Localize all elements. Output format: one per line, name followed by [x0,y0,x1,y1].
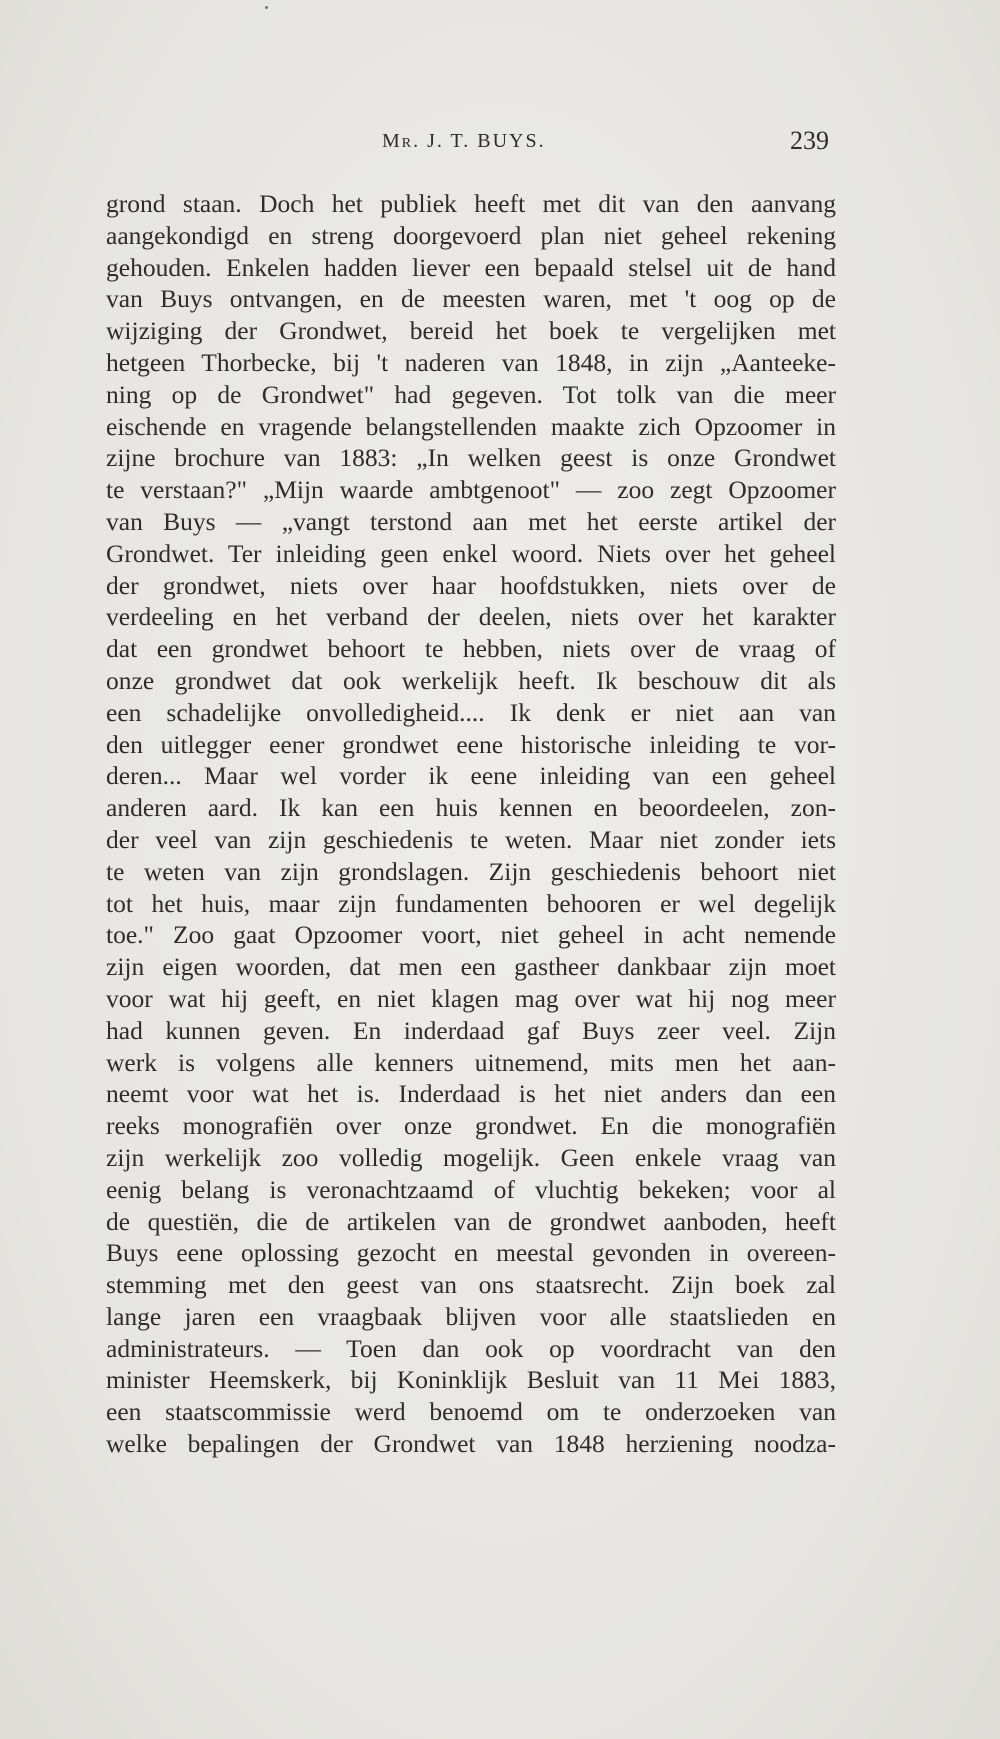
text-line: van Buys ontvangen, en de meesten waren, met 't oog op de [106,284,836,314]
text-line: den uitlegger eener grondwet eene historische inleiding te vor- [106,729,836,759]
text-line: een schadelijke onvolledigheid.... Ik denk er niet aan van [106,697,836,727]
page-number: 239 [790,126,829,155]
text-line: tot het huis, maar zijn fundamenten behooren er wel degelijk [106,888,836,918]
text-line: reeks monografiën over onze grondwet. En die monografiën [106,1111,836,1141]
text-line: stemming met den geest van ons staatsrecht. Zijn boek zal [106,1270,836,1300]
text-line: eischende en vragende belangstellenden maakte zich Opzoomer in [106,411,836,441]
page-header [0,126,1000,170]
text-line: minister Heemskerk, bij Koninklijk Besluit van 11 Mei 1883, [106,1365,836,1395]
text-line: toe." Zoo gaat Opzoomer voort, niet geheel in acht nemende [106,920,836,950]
text-line: onze grondwet dat ook werkelijk heeft. Ik beschouw dit als [106,665,836,695]
text-line: welke bepalingen der Grondwet van 1848 herziening noodza- [106,1429,836,1459]
body-text [106,188,836,1460]
text-line: deren... Maar wel vorder ik eene inleiding van een geheel [106,761,836,791]
text-line: administrateurs. — Toen dan ook op voordracht van den [106,1333,836,1363]
text-line: der grondwet, niets over haar hoofdstukken, niets over de [106,570,836,600]
text-line: de questiën, die de artikelen van de grondwet aanboden, heeft [106,1206,836,1236]
text-line: der veel van zijn geschiedenis te weten. Maar niet zonder iets [106,824,836,854]
text-line: eenig belang is veronachtzaamd of vluchtig bekeken; voor al [106,1174,836,1204]
text-line: zijn werkelijk zoo volledig mogelijk. Geen enkele vraag van [106,1142,836,1172]
text-line: een staatscommissie werd benoemd om te onderzoeken van [106,1397,836,1427]
text-line: aangekondigd en streng doorgevoerd plan niet geheel rekening [106,220,836,250]
text-line: hetgeen Thorbecke, bij 't naderen van 1848, in zijn „Aanteeke- [106,347,836,377]
text-line: ning op de Grondwet" had gegeven. Tot tolk van die meer [106,379,836,409]
text-line: lange jaren een vraagbaak blijven voor alle staatslieden en [106,1301,836,1331]
text-line: te weten van zijn grondslagen. Zijn geschiedenis behoort niet [106,856,836,886]
text-line: van Buys — „vangt terstond aan met het eerste artikel der [106,506,836,536]
text-line: wijziging der Grondwet, bereid het boek te vergelijken met [106,316,836,346]
text-line: zijne brochure van 1883: „In welken geest is onze Grondwet [106,443,836,473]
text-line: anderen aard. Ik kan een huis kennen en beoordeelen, zon- [106,793,836,823]
paper-speck [265,6,268,9]
text-line: dat een grondwet behoort te hebben, niets over de vraag of [106,634,836,664]
text-line: had kunnen geven. En inderdaad gaf Buys zeer veel. Zijn [106,1015,836,1045]
running-head: Mr. J. T. BUYS. [382,130,546,152]
text-line: zijn eigen woorden, dat men een gastheer dankbaar zijn moet [106,952,836,982]
text-line: verdeeling en het verband der deelen, niets over het karakter [106,602,836,632]
text-line: grond staan. Doch het publiek heeft met dit van den aanvang [106,189,836,218]
text-line: werk is volgens alle kenners uitnemend, mits men het aan- [106,1047,836,1077]
text-line: Grondwet. Ter inleiding geen enkel woord. Niets over het geheel [106,538,836,568]
text-line: Buys eene oplossing gezocht en meestal gevonden in overeen- [106,1238,836,1268]
text-line: neemt voor wat het is. Inderdaad is het niet anders dan een [106,1079,836,1109]
text-line: gehouden. Enkelen hadden liever een bepaald stelsel uit de hand [106,252,836,282]
text-line: te verstaan?" „Mijn waarde ambtgenoot" — zoo zegt Opzoomer [106,475,836,505]
text-line: voor wat hij geeft, en niet klagen mag over wat hij nog meer [106,983,836,1013]
